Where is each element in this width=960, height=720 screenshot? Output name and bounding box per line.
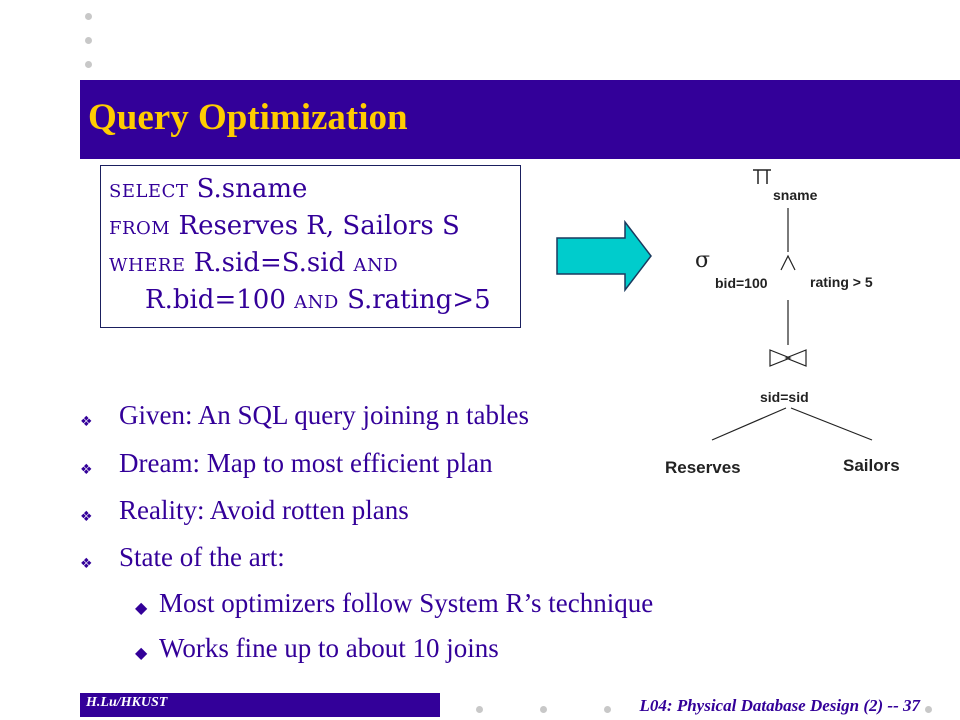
sql-line-where [109, 248, 398, 278]
diamond-bullet-icon: ❖ [80, 556, 93, 572]
slide-title: Query Optimization [88, 97, 408, 138]
selection-label-rating: rating > 5 [810, 274, 873, 290]
sql-keyword: AND [294, 292, 339, 313]
sql-keyword: WHERE [109, 255, 186, 276]
diamond-bullet-icon: ❖ [80, 509, 93, 525]
diamond-bullet-icon: ❖ [80, 414, 93, 430]
solid-diamond-bullet-icon: ◆ [135, 643, 148, 662]
bullet-text: Given: An SQL query joining n tables [119, 400, 529, 430]
decorative-dot [604, 706, 611, 713]
bullet-text: Dream: Map to most efficient plan [119, 448, 493, 478]
title-bar [80, 80, 960, 159]
leaf-sailors: Sailors [843, 456, 900, 475]
footer-slide-info: L04: Physical Database Design (2) -- 37 [639, 696, 920, 715]
sql-line-select [109, 174, 307, 204]
query-plan-tree [640, 160, 940, 490]
footer-bar [80, 693, 440, 717]
decorative-dot [540, 706, 547, 713]
sub-bullet-text: Works fine up to about 10 joins [159, 633, 499, 663]
edge-join-reserves [712, 408, 786, 440]
sql-text: S.rating>5 [338, 285, 491, 315]
solid-diamond-bullet-icon: ◆ [135, 598, 148, 617]
plan-tree-edges [640, 160, 940, 490]
diamond-bullet-icon: ❖ [80, 462, 93, 478]
sql-query-box [100, 165, 521, 328]
decorative-dot [85, 61, 92, 68]
projection-label: sname [773, 187, 818, 203]
join-label: sid=sid [760, 389, 809, 405]
sql-text: R.sid=S.sid [185, 248, 354, 278]
bullet-text: Reality: Avoid rotten plans [119, 495, 409, 525]
selection-symbol: σ [695, 248, 711, 273]
sql-line-from [109, 211, 460, 241]
decorative-dot [85, 37, 92, 44]
sub-bullet-text: Most optimizers follow System R’s technique [159, 588, 654, 618]
sql-text: S.sname [188, 174, 308, 204]
sql-keyword: SELECT [109, 181, 189, 202]
footer-author: H.Lu/HKUST [86, 695, 168, 710]
sql-line-condition [145, 285, 491, 315]
sql-text: Reserves R, Sailors S [170, 211, 460, 241]
edge-join-sailors [791, 408, 872, 440]
sql-text: R.bid=100 [145, 285, 295, 315]
bullet-text: State of the art: [119, 542, 285, 572]
decorative-dot [925, 706, 932, 713]
decorative-dot [476, 706, 483, 713]
selection-label-bid: bid=100 [715, 275, 768, 291]
leaf-reserves: Reserves [665, 458, 741, 477]
sql-keyword: AND [353, 255, 399, 276]
and-symbol [781, 256, 795, 270]
sql-keyword: FROM [109, 218, 171, 239]
decorative-dot [85, 13, 92, 20]
